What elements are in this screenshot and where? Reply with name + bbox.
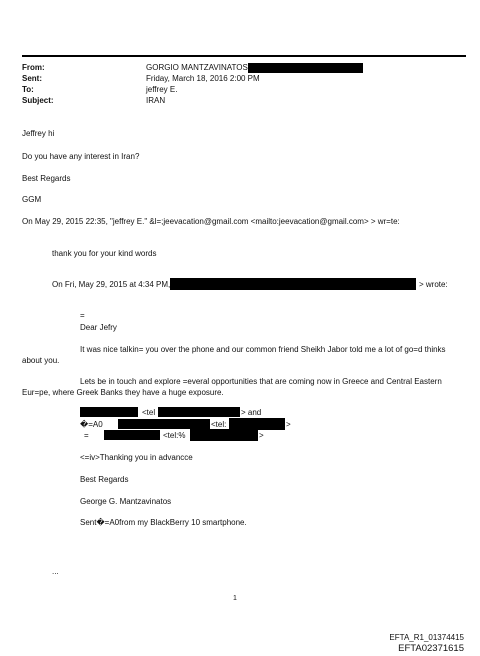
to-label: To: (22, 85, 34, 94)
header-rule (22, 55, 466, 57)
paragraph-1-line-2: about you. (22, 356, 60, 365)
sent-value: Friday, March 18, 2016 2:00 PM (146, 74, 260, 83)
equals-mark: = (80, 311, 85, 320)
from-label: From: (22, 63, 45, 72)
contact-tel-1-end: > and (241, 408, 262, 417)
quote-header: On May 29, 2015 22:35, "jeffrey E." &l=;jeevacation@gmail.com <mailto:jeevacation@gmail.com> > wr=te: (22, 217, 400, 226)
contact-tel-3: <tel:% (163, 431, 186, 440)
signature-name: George G. Mantzavinatos (80, 497, 172, 506)
contact-a0: �=A0 (80, 420, 103, 429)
redaction-block (80, 407, 138, 417)
initials-line: GGM (22, 195, 42, 204)
contact-tel-2-end: > (286, 420, 291, 429)
nested-quote-header-start: On Fri, May 29, 2015 at 4:34 PM, (52, 280, 171, 289)
from-value: GORGIO MANTZAVINATOS (146, 63, 248, 72)
thanks-line: thank you for your kind words (52, 249, 157, 258)
footer-reference-2: EFTA02371615 (398, 643, 464, 654)
subject-value: IRAN (146, 96, 166, 105)
redaction-block (248, 63, 363, 73)
nested-quote-header-end: > wrote: (419, 280, 448, 289)
paragraph-1-line-1: It was nice talkin= you over the phone and our common friend Sheikh Jabor told me a lot of go=d thinks (80, 345, 446, 354)
redaction-block (118, 419, 210, 429)
thanking-line: <=iv>Thanking you in advancce (80, 453, 193, 462)
to-value: jeffrey E. (146, 85, 178, 94)
sent-label: Sent: (22, 74, 42, 83)
greeting: Jeffrey hi (22, 129, 55, 138)
question-line: Do you have any interest in Iran? (22, 152, 140, 161)
regards-line: Best Regards (22, 174, 71, 183)
paragraph-2-line-1: Lets be in touch and explore =everal opportunities that are coming now in Greece and Central Eastern (80, 377, 442, 386)
footer-reference-1: EFTA_R1_01374415 (389, 633, 464, 642)
trailing-ellipsis: ... (52, 567, 59, 576)
dear-line: Dear Jefry (80, 323, 117, 332)
page-number: 1 (233, 595, 237, 602)
redaction-block (190, 429, 258, 441)
contact-tel-3-end: > (259, 431, 264, 440)
sent-from-line: Sent�=A0from my BlackBerry 10 smartphone. (80, 518, 247, 527)
paragraph-2-line-2: Eur=pe, where Greek Banks they have a huge exposure. (22, 388, 224, 397)
redaction-block (158, 407, 240, 417)
redaction-block (170, 278, 416, 290)
subject-label: Subject: (22, 96, 54, 105)
regards-line-2: Best Regards (80, 475, 129, 484)
contact-tel-1: <tel (142, 408, 156, 417)
contact-tel-2: <tel: (211, 420, 227, 429)
contact-equals: = (84, 431, 89, 440)
redaction-block (104, 430, 160, 440)
